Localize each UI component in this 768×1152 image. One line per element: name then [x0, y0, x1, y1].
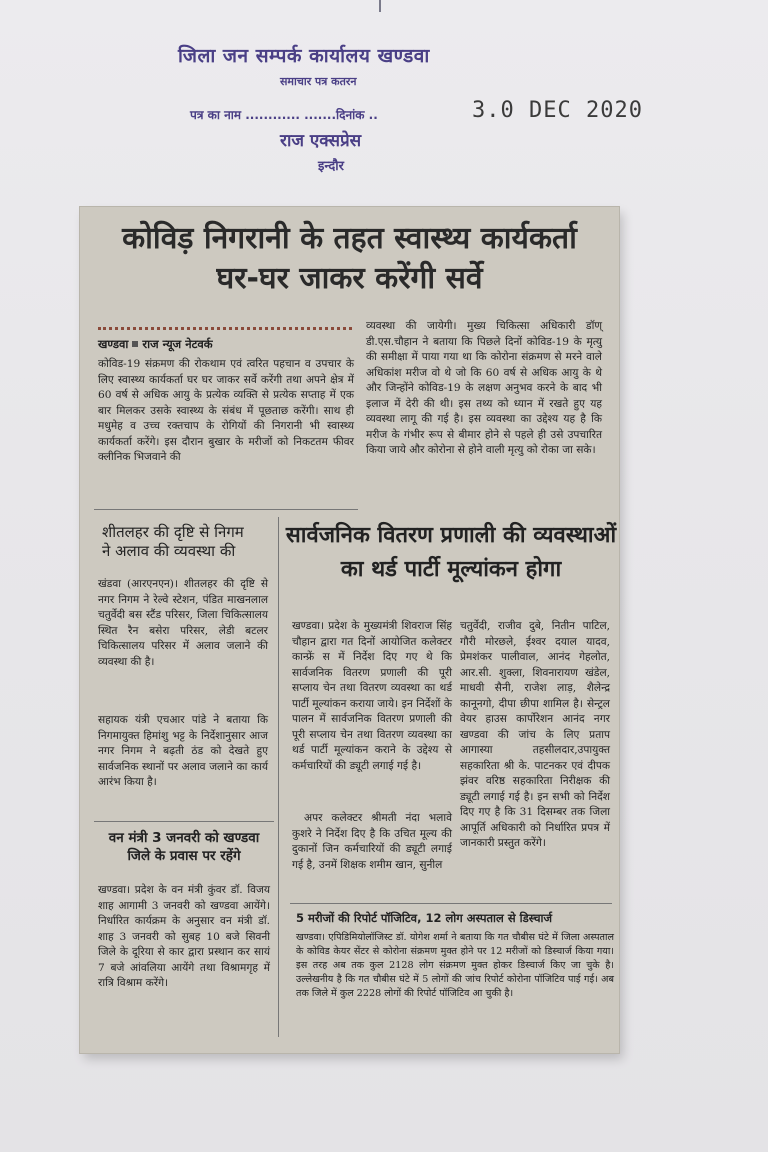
article2-headline-line1: शीतलहर की दृष्टि से निगम: [102, 523, 244, 541]
article1-headline-line1: कोविड़ निगरानी के तहत स्वास्थ्य कार्यकर्ता: [122, 221, 577, 256]
divider: [94, 509, 358, 510]
article3-headline: [94, 829, 274, 865]
pin-mark: [379, 0, 381, 12]
dotted-divider: [98, 327, 352, 330]
newspaper-clipping: [80, 207, 619, 1053]
office-stamp-city: इन्दौर: [318, 159, 344, 174]
square-bullet-icon: [132, 341, 138, 347]
article5-body: खण्डवा। एपिडिमियोलॉजिस्ट डॉ. योगेश शर्मा ने बताया कि गत चौबीस घंटे में जिला अस्पताल के कोविड केयर सेंटर से कोरोना संक्रमण मुक्त होने पर 12 मरीजों को डिस्चार्ज किया गया। इस तरह अब तक कुल 2128 लोग संक्रमण मुक्त होकर डिस्चार्ज किए जा चुके है। उल्लेखनीय है कि गत चौबीस घंटे में 5 लोगों की जांच रिपोर्ट कोरोना पॉजिटिव पाई गई। अब तक जिले में कुल 2228 लोगों की रिपोर्ट पॉजिटिव आ चुकी है।: [296, 932, 614, 999]
article3-headline-line2: जिले के प्रवास पर रहेंगे: [127, 848, 241, 864]
column-divider: [278, 517, 279, 1037]
article1-place: खण्डवा: [98, 337, 129, 351]
article4-headline-line2: का थर्ड पार्टी मूल्यांकन होगा: [340, 557, 562, 582]
article3-body: खण्डवा। प्रदेश के वन मंत्री कुंवर डॉ. विजय शाह आगामी 3 जनवरी को खण्डवा आयेंगे। निर्धारित कार्यक्रम के अनुसार वन मंत्री डॉ. शाह 3 जनवरी को सुबह 10 बजे सिवनी जिले के दूरिया से कार द्वारा प्रस्थान कर सायं 7 बजे आंवलिया आयेंगे तथा विश्रामगृह में रात्रि विश्राम करेंगे।: [98, 884, 270, 989]
divider: [290, 903, 612, 904]
office-stamp-section: समाचार पत्र कतरन: [280, 75, 357, 88]
article5-headline: 5 मरीजों की रिपोर्ट पॉजिटिव, 12 लोग अस्पताल से डिस्चार्ज: [296, 911, 553, 925]
article2-body: खंडवा (आरएनएन)। शीतलहर की दृष्टि से नगर निगम ने रेल्वे स्टेशन, पंडित माखनलाल चतुर्वेदी बस स्टैंड परिसर, जिला चिकित्सालय स्थित रैन बसेरा परिसर, लेडी बटलर चिकित्सालय परिसर में अलाव जलाने की व्यवस्था की है।: [98, 578, 268, 668]
article2-body2: सहायक यंत्री एचआर पांडे ने बताया कि निगमायुक्त हिमांशु भट्ट के निर्देशानुसार आज नगर निगम ने बढ़ती ठंड को देखते हुए सार्वजनिक स्थानों पर अलाव जलाने का कार्य आरंभ किया है।: [98, 714, 268, 788]
article2-headline: [102, 523, 302, 561]
divider: [94, 821, 274, 822]
article3-headline-line1: वन मंत्री 3 जनवरी को खण्डवा: [108, 830, 260, 846]
office-stamp-paper-name: राज एक्सप्रेस: [280, 131, 362, 151]
article4-column1: खण्डवा। प्रदेश के मुख्यमंत्री शिवराज सिंह चौहान द्वारा गत दिनों आयोजित कलेक्टर कान्फ्रें स में निर्देश दिए गए थे कि सार्वजनिक वितरण प्रणाली की पूरी सप्लाय चेन तथा वितरण व्यवस्था का थर्ड पार्टी मूल्यांकन कराया जाये। इन निर्देशों के पालन में सार्वजनिक वितरण प्रणाली की पूरी सप्लाय चेन तथा वितरण व्यवस्था का थर्ड पार्टी मूल्यांकन कराने के उद्देश्य से कर्मचारियों की ड्यूटी लगाई गई है।: [292, 620, 452, 772]
office-stamp-date: 3.0 DEC 2020: [472, 98, 643, 123]
article4-column1b: अपर कलेक्टर श्रीमती नंदा भलावे कुशरे ने निर्देश दिए है कि उचित मूल्य की दुकानों जिन कर्मचारियों की ड्यूटी लगाई गई है, उनमें शिक्षक शमीम खान, सुनील: [292, 812, 452, 871]
article1-headline: [80, 219, 619, 299]
article1-column2: व्यवस्था की जायेगी। मुख्य चिकित्सा अधिकारी डॉण् डी.एस.चौहान ने बताया कि पिछले दिनों कोविड-19 के मृत्यु की समीक्षा में पाया गया था कि कोरोना संक्रमण से मरने वाले अधिकांश मरीज वो थे जो कि 60 वर्ष से अधिक आयु के थे और जिन्होंने कोविड-19 के लक्षण अनुभव करने के बाद भी इलाज में देरी की थी। इस तथ्य को ध्यान में रखते हुए यह व्यवस्था लागू की गई है। इस व्यवस्था का उद्देश्य यह है कि मरीज के गंभीर रूप से बीमार होने से पहले ही उसे उपचारित किया जाये और कोरोना से होने वाली मृत्यु को रोका जा सके।: [366, 320, 602, 456]
article1-source: राज न्यूज नेटवर्क: [142, 337, 213, 351]
article2-headline-line2: ने अलाव की व्यवस्था की: [102, 542, 236, 560]
office-stamp-title: जिला जन सम्पर्क कार्यालय खण्डवा: [178, 45, 430, 67]
article1-column1: कोविड-19 संक्रमण की रोकथाम एवं त्वरित पहचान व उपचार के लिए स्वास्थ्य कार्यकर्ता घर घर जाकर सर्वे करेंगी तथा अपने क्षेत्र में 60 वर्ष से अधिक आयु के प्रत्येक व्यक्ति से प्रत्येक सप्ताह में एक बार मिलकर उसके स्वास्थ्य के संबंध में पूछताछ करेंगी। साथ ही मधुमेह व उच्च रक्तचाप के रोगियों की निगरानी भी स्वास्थ्य कार्यकर्ता करेंगे। इस दौरान बुखार के मरीजों को निकटतम फीवर क्लीनिक भिजवाने की: [98, 358, 354, 463]
office-stamp-paper-line: पत्र का नाम ............ .......दिनांक ..: [190, 108, 378, 122]
article1-headline-line2: घर-घर जाकर करेंगी सर्वे: [216, 261, 483, 296]
article4-headline-line1: सार्वजनिक वितरण प्रणाली की व्यवस्थाओं: [285, 523, 617, 548]
article4-headline: [284, 519, 618, 587]
article1-byline: [98, 337, 213, 352]
article4-column2: चतुर्वेदी, राजीव दुबे, नितीन पाटिल, गौरी मोरछले, ईश्वर दयाल यादव, प्रेमशंकर पालीवाल, आनंद गेहलोत, आर.सी. शुक्ला, शिवनारायण खंडेल, माधवी सैनी, राजेश लाड़, शैलेन्द्र कानूनगो, दीपा छीपा शामिल है। सेन्ट्रल वेयर हाउस कार्पोरेशन आनंद नगर खण्डवा की जांच के लिए प्रताप आगास्या तहसीलदार,उपायुक्त सहकारिता श्री के. पाटनकर एवं दीपक झंवर वरिष्ठ सहकारिता निरीक्षक की ड्यूटी लगाई गई है। इन सभी को निर्देश दिए गए है कि 31 दिसम्बर तक जिला आपूर्ति अधिकारी को निर्धारित प्रपत्र में जानकारी प्रस्तुत करेंगे।: [460, 620, 610, 849]
